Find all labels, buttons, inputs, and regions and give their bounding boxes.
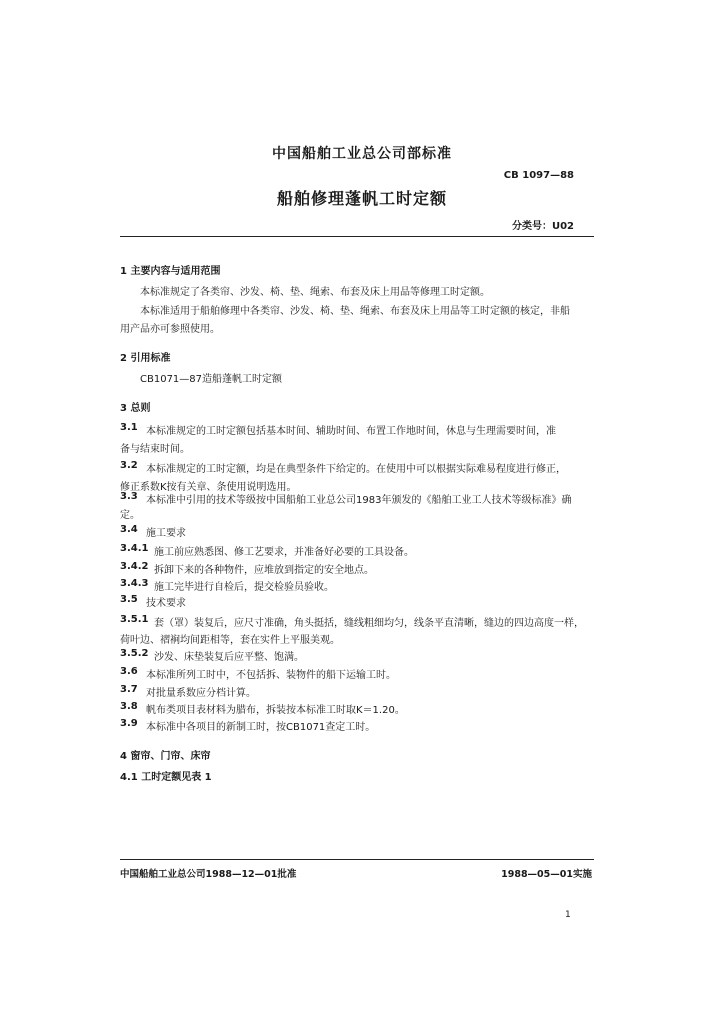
clause-3-4-1-number: 3.4.1 xyxy=(120,543,149,554)
clause-3-5-number: 3.5 xyxy=(120,594,138,605)
clause-3-3-line-1: 本标准中引用的技术等级按中国船舶工业总公司1983年颁发的《船舶工业工人技术等级标准》确 xyxy=(146,495,572,506)
section-1-paragraph-2-line-2: 用产品亦可参照使用。 xyxy=(120,324,220,335)
clause-3-4-1-text: 施工前应熟悉图、修工艺要求，并准备好必要的工具设备。 xyxy=(154,547,414,558)
clause-3-6-number: 3.6 xyxy=(120,666,138,677)
section-2-reference: CB1071—87造船蓬帆工时定额 xyxy=(140,374,283,385)
clause-3-1-line-2: 备与结束时间。 xyxy=(120,444,190,455)
section-3-heading: 3 总则 xyxy=(120,403,151,414)
section-1-paragraph-1: 本标准规定了各类帘、沙发、椅、垫、绳索、布套及床上用品等修理工时定额。 xyxy=(140,287,490,298)
clause-3-8-number: 3.8 xyxy=(120,701,138,712)
clause-3-5-1-number: 3.5.1 xyxy=(120,614,149,625)
clause-3-5-text: 技术要求 xyxy=(146,598,186,609)
clause-3-2-line-1: 本标准规定的工时定额，均是在典型条件下给定的。在使用中可以根据实际难易程度进行修正， xyxy=(146,464,566,475)
section-2-heading: 2 引用标准 xyxy=(120,353,171,364)
clause-3-5-1-line-1: 套（罩）装复后，应尺寸准确，角头挺括，缝线粗细均匀，线条平直清晰，缝边的四边高度一样， xyxy=(154,618,584,629)
clause-3-3-line-2: 定。 xyxy=(120,510,140,521)
document-code: CB 1097—88 xyxy=(503,170,574,181)
clause-3-9-text: 本标准中各项目的新制工时，按CB1071查定工时。 xyxy=(146,722,376,733)
document-title: 船舶修理蓬帆工时定额 xyxy=(276,189,447,208)
clause-3-5-2-text: 沙发、床垫装复后应平整、饱满。 xyxy=(154,652,304,663)
clause-3-8-text: 帆布类项目表材料为腊布，拆装按本标准工时取K＝1.20。 xyxy=(146,705,405,716)
clause-3-7-text: 对批量系数应分档计算。 xyxy=(146,688,256,699)
implementation-date: 1988—05—01实施 xyxy=(501,869,592,880)
page-number: 1 xyxy=(565,910,571,920)
clause-3-3-number: 3.3 xyxy=(120,491,138,502)
clause-3-4-number: 3.4 xyxy=(120,524,138,535)
clause-3-9-number: 3.9 xyxy=(120,718,138,729)
section-4-heading: 4 窗帘、门帘、床帘 xyxy=(120,751,211,762)
clause-3-1-number: 3.1 xyxy=(120,422,138,433)
clause-3-4-3-text: 施工完毕进行自检后，提交检验员验收。 xyxy=(154,582,334,593)
clause-3-7-number: 3.7 xyxy=(120,684,138,695)
footer-rule xyxy=(120,859,594,860)
clause-3-4-text: 施工要求 xyxy=(146,528,186,539)
header-rule xyxy=(120,236,594,237)
section-1-heading: 1 主要内容与适用范围 xyxy=(120,266,221,277)
clause-3-2-line-2: 修正系数K按有关章、条使用说明选用。 xyxy=(120,482,297,493)
clause-3-4-3-number: 3.4.3 xyxy=(120,578,149,589)
organization-title: 中国船舶工业总公司部标准 xyxy=(272,146,452,162)
section-1-paragraph-2-line-1: 本标准适用于船舶修理中各类帘、沙发、椅、垫、绳索、布套及床上用品等工时定额的核定，非船 xyxy=(140,306,570,317)
clause-3-6-text: 本标准所列工时中，不包括拆、装物件的船下运输工时。 xyxy=(146,670,396,681)
clause-3-5-1-line-2: 荷叶边、褶裥均间距相等，套在实件上平服美观。 xyxy=(120,635,340,646)
approval-date: 中国船舶工业总公司1988—12—01批准 xyxy=(120,869,297,880)
clause-4-1-heading: 4.1 工时定额见表 1 xyxy=(120,772,212,783)
clause-3-2-number: 3.2 xyxy=(120,460,138,471)
clause-3-4-2-text: 拆卸下来的各种物件，应堆放到指定的安全地点。 xyxy=(154,565,374,576)
classification-code: 分类号：U02 xyxy=(511,221,574,232)
clause-3-1-line-1: 本标准规定的工时定额包括基本时间、辅助时间、布置工作地时间，休息与生理需要时间，准 xyxy=(146,426,556,437)
clause-3-4-2-number: 3.4.2 xyxy=(120,561,149,572)
clause-3-5-2-number: 3.5.2 xyxy=(120,648,149,659)
